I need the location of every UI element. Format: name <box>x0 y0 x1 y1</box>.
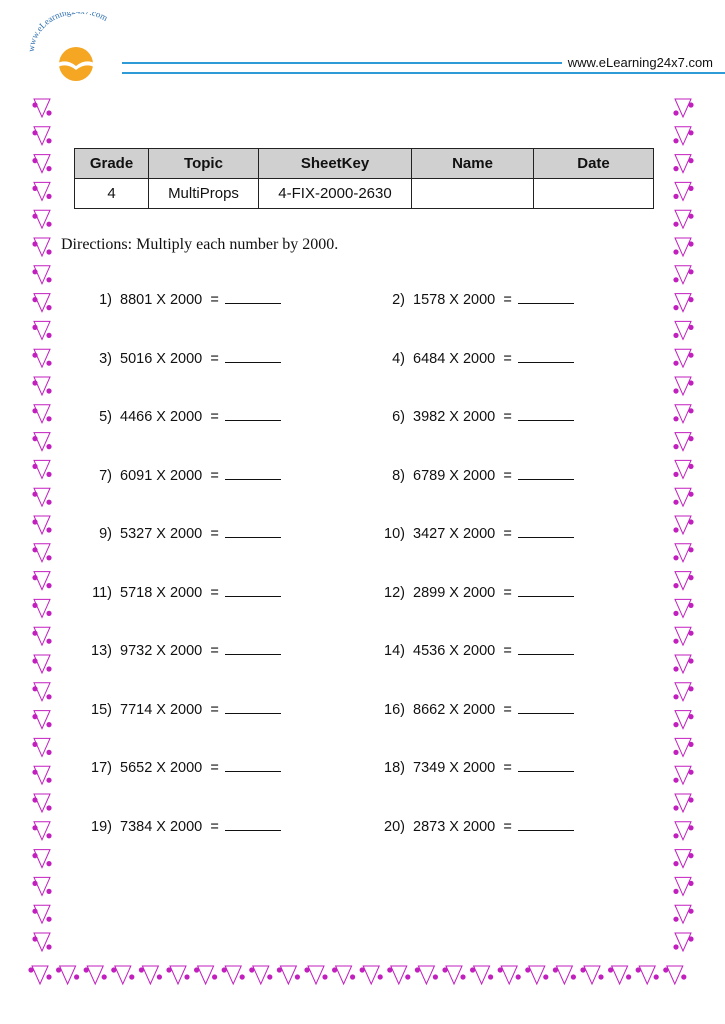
equals-sign: = <box>503 292 512 308</box>
answer-blank[interactable] <box>225 525 281 538</box>
problem-expression: 8662 X 2000 <box>413 701 496 718</box>
equals-sign: = <box>210 526 219 542</box>
problem-item <box>377 642 574 659</box>
equals-sign: = <box>503 409 512 425</box>
equals-sign: = <box>503 584 512 601</box>
problem-item <box>84 525 281 542</box>
problem-expression: 9732 X 2000 <box>120 643 203 659</box>
problem-number: 3) <box>99 350 112 367</box>
answer-blank[interactable] <box>518 291 574 304</box>
answer-blank[interactable] <box>225 584 281 597</box>
cell-sheetkey: 4-FIX-2000-2630 <box>259 179 412 209</box>
answer-blank[interactable] <box>518 584 574 597</box>
problem-number: 15) <box>91 701 112 718</box>
problem-expression: 7384 X 2000 <box>120 818 203 835</box>
logo-text: www.eLearnin .com <box>26 12 110 53</box>
equals-sign: = <box>503 467 512 484</box>
equals-sign: = <box>503 818 512 835</box>
equals-sign: = <box>503 701 512 718</box>
problem-item <box>377 408 574 425</box>
problem-number: 19) <box>91 818 112 835</box>
equals-sign: = <box>503 760 512 776</box>
problem-item <box>377 818 574 835</box>
problem-expression: 7714 X 2000 <box>120 701 203 718</box>
equals-sign: = <box>503 526 512 542</box>
answer-blank[interactable] <box>518 525 574 538</box>
answer-blank[interactable] <box>225 701 281 714</box>
problem-number: 1) <box>99 292 112 308</box>
problem-item <box>377 525 574 542</box>
problem-expression: 6484 X 2000 <box>413 350 496 367</box>
problem-number: 17) <box>91 760 112 776</box>
problem-number: 14) <box>384 643 405 659</box>
problem-expression: 2899 X 2000 <box>413 584 496 601</box>
equals-sign: = <box>210 701 219 718</box>
answer-blank[interactable] <box>225 408 281 421</box>
problem-expression: 5718 X 2000 <box>120 584 203 601</box>
problem-expression: 1578 X 2000 <box>413 292 496 308</box>
problem-item <box>84 759 281 776</box>
problem-expression: 5327 X 2000 <box>120 526 203 542</box>
equals-sign: = <box>210 818 219 835</box>
problem-item <box>84 408 281 425</box>
problem-expression: 3427 X 2000 <box>413 526 496 542</box>
cell-grade: 4 <box>75 179 149 209</box>
equals-sign: = <box>210 467 219 484</box>
problem-expression: 7349 X 2000 <box>413 760 496 776</box>
problem-number: 2) <box>392 292 405 308</box>
problem-number: 7) <box>99 467 112 484</box>
equals-sign: = <box>210 350 219 367</box>
problem-item <box>84 350 281 367</box>
answer-blank[interactable] <box>518 408 574 421</box>
header-date: Date <box>534 149 654 179</box>
problem-number: 12) <box>384 584 405 601</box>
problem-item <box>377 291 574 308</box>
problem-item <box>377 350 574 367</box>
cell-topic: MultiProps <box>149 179 259 209</box>
header-name: Name <box>412 149 534 179</box>
problem-number: 16) <box>384 701 405 718</box>
answer-blank[interactable] <box>225 759 281 772</box>
problem-number: 11) <box>92 584 112 601</box>
problem-number: 10) <box>384 526 405 542</box>
answer-blank[interactable] <box>518 642 574 655</box>
problem-item <box>84 701 281 718</box>
answer-blank[interactable] <box>518 350 574 363</box>
problem-number: 6) <box>392 409 405 425</box>
problem-number: 9) <box>99 526 112 542</box>
problem-expression: 6789 X 2000 <box>413 467 496 484</box>
problem-number: 4) <box>392 350 405 367</box>
answer-blank[interactable] <box>225 467 281 480</box>
answer-blank[interactable] <box>225 350 281 363</box>
problem-expression: 6091 X 2000 <box>120 467 203 484</box>
problem-item <box>84 291 281 308</box>
site-url: www.eLearning24x7.com <box>562 55 713 70</box>
equals-sign: = <box>210 409 219 425</box>
answer-blank[interactable] <box>518 818 574 831</box>
problem-item <box>84 642 281 659</box>
equals-sign: = <box>210 584 219 601</box>
problem-number: 18) <box>384 760 405 776</box>
problem-expression: 4536 X 2000 <box>413 643 496 659</box>
answer-blank[interactable] <box>518 701 574 714</box>
problem-number: 20) <box>384 818 405 835</box>
answer-blank[interactable] <box>518 467 574 480</box>
problem-expression: 5016 X 2000 <box>120 350 203 367</box>
header-topic: Topic <box>149 149 259 179</box>
equals-sign: = <box>503 350 512 367</box>
equals-sign: = <box>503 643 512 659</box>
equals-sign: = <box>210 292 219 308</box>
problem-item <box>84 818 281 835</box>
directions-text: Directions: Multiply each number by 2000. <box>61 236 339 253</box>
answer-blank[interactable] <box>225 818 281 831</box>
problem-expression: 4466 X 2000 <box>120 409 203 425</box>
problem-item <box>84 584 281 601</box>
problem-expression: 5652 X 2000 <box>120 760 203 776</box>
problem-item <box>377 701 574 718</box>
problem-expression: 3982 X 2000 <box>413 409 496 425</box>
equals-sign: = <box>210 643 219 659</box>
problem-item <box>377 584 574 601</box>
answer-blank[interactable] <box>225 642 281 655</box>
problem-number: 5) <box>99 409 112 425</box>
problem-item <box>84 467 281 484</box>
problem-expression: 2873 X 2000 <box>413 818 496 835</box>
problem-number: 13) <box>91 643 112 659</box>
answer-blank[interactable] <box>518 759 574 772</box>
problem-number: 8) <box>392 467 405 484</box>
problem-item <box>377 759 574 776</box>
header-grade: Grade <box>75 149 149 179</box>
problem-expression: 8801 X 2000 <box>120 292 203 308</box>
header-sheetkey: SheetKey <box>259 149 412 179</box>
answer-blank[interactable] <box>225 291 281 304</box>
problem-item <box>377 467 574 484</box>
equals-sign: = <box>210 760 219 776</box>
